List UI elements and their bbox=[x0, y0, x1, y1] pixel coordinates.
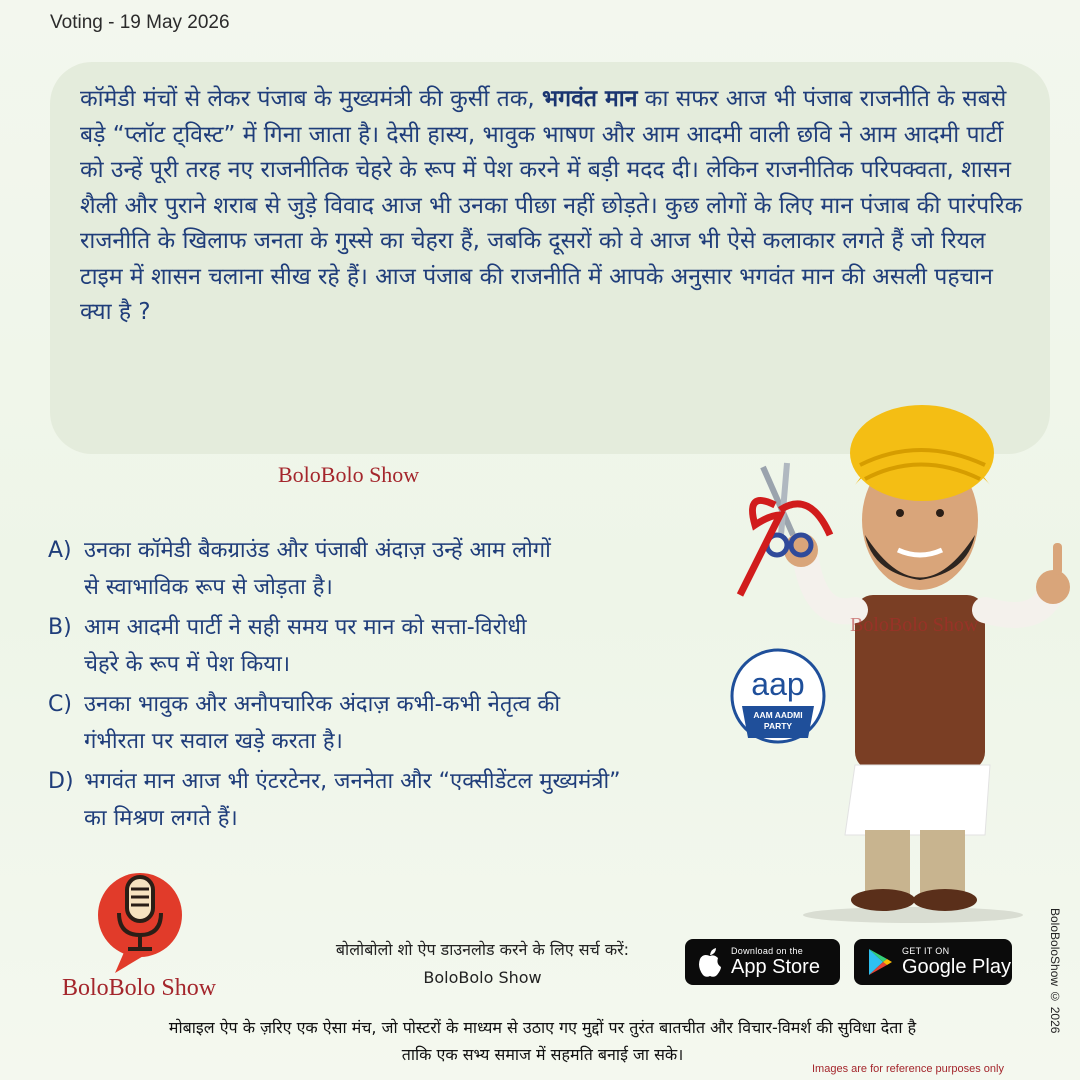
option-line2: चेहरे के रूप में पेश किया। bbox=[84, 652, 291, 677]
app-store-big: App Store bbox=[731, 956, 820, 978]
google-play-small: GET IT ON bbox=[902, 946, 950, 956]
footer-line2: ताकि एक सभ्य समाज में सहमति बनाई जा सके। bbox=[401, 1045, 684, 1064]
brand-logo-text: BoloBolo Show bbox=[62, 975, 217, 1001]
brand-watermark: BoloBolo Show bbox=[850, 614, 979, 636]
app-store-button[interactable] bbox=[685, 939, 840, 985]
option-line1: उनका कॉमेडी बैकग्राउंड और पंजाबी अंदाज़ उन्हें आम लोगों bbox=[84, 538, 551, 563]
download-hint bbox=[290, 936, 675, 992]
option-letter: A) bbox=[48, 538, 72, 563]
footer-text bbox=[50, 1014, 1035, 1068]
aap-logo-text: aap bbox=[751, 666, 805, 702]
option-letter: B) bbox=[48, 615, 72, 640]
disclaimer: Images are for reference purposes only bbox=[812, 1063, 1004, 1075]
google-play-button[interactable] bbox=[854, 939, 1012, 985]
option-letter: C) bbox=[48, 692, 72, 717]
question-part1: कॉमेडी मंचों से लेकर पंजाब के मुख्यमंत्री की कुर्सी तक, bbox=[80, 86, 542, 112]
options-list bbox=[48, 532, 788, 840]
brand-label: BoloBolo Show bbox=[278, 462, 420, 487]
download-app-name: BoloBolo Show bbox=[423, 968, 542, 987]
question-text bbox=[80, 82, 1026, 331]
app-store-small: Download on the bbox=[731, 946, 804, 956]
option-line1: भगवंत मान आज भी एंटरटेनर, जननेता और “एक्सीडेंटल मुख्यमंत्री” bbox=[84, 769, 621, 794]
aap-logo-line2: PARTY bbox=[763, 721, 793, 731]
option-a[interactable] bbox=[48, 532, 788, 606]
google-play-big: Google Play bbox=[902, 956, 1011, 978]
option-d[interactable] bbox=[48, 763, 788, 837]
option-line2: का मिश्रण लगते हैं। bbox=[84, 806, 238, 831]
question-part2: का सफर आज भी पंजाब राजनीति के सबसे बड़े “प्लॉट ट्विस्ट” में गिना जाता है। देसी हास्य, भावुक भाषण और आम आदमी वाली छवि ने आम आदमी पार्टी को उन्हें पूरी तरह नए राजनीतिक चेहरे के रूप में पेश करने में बड़ी मदद दी। लेकिन राजनीतिक परिपक्वता, शासन शैली और पुराने शराब से जुड़े विवाद आज भी उनका पीछा नहीं छोड़ते। कुछ लोगों के लिए मान पंजाब की पारंपरिक राजनीति के खिलाफ जनता के गुस्से का चेहरा हैं, जबकि दूसरों को वे आज भी ऐसे कलाकार लगते हैं जो रियल टाइम में शासन चलाना सीख रहे हैं। आज पंजाब की राजनीति में आपके अनुसार भगवंत मान की असली पहचान क्या है ? bbox=[80, 86, 1023, 325]
download-hint-text: बोलोबोलो शो ऐप डाउनलोड करने के लिए सर्च करें: bbox=[335, 940, 630, 959]
microphone-icon bbox=[95, 865, 185, 975]
option-line2: गंभीरता पर सवाल खड़े करता है। bbox=[84, 729, 343, 754]
aap-logo-line1: AAM AADMI bbox=[753, 710, 803, 720]
google-play-icon bbox=[866, 947, 894, 977]
copyright: BoloBoloShow © 2026 bbox=[1048, 908, 1062, 1034]
question-name-bold: भगवंत मान bbox=[542, 86, 638, 112]
option-line1: उनका भावुक और अनौपचारिक अंदाज़ कभी-कभी नेतृत्व की bbox=[84, 692, 561, 717]
option-letter: D) bbox=[48, 769, 74, 794]
aap-logo bbox=[730, 648, 826, 744]
voting-date: Voting - 19 May 2026 bbox=[50, 12, 230, 33]
footer-line1: मोबाइल ऐप के ज़रिए एक ऐसा मंच, जो पोस्टरों के माध्यम से उठाए गए मुद्दों पर तुरंत बातचीत और विचार-विमर्श की सुविधा देता है bbox=[168, 1018, 917, 1037]
option-line1: आम आदमी पार्टी ने सही समय पर मान को सत्ता-विरोधी bbox=[84, 615, 527, 640]
option-b[interactable] bbox=[48, 609, 788, 683]
option-c[interactable] bbox=[48, 686, 788, 760]
apple-icon bbox=[697, 947, 723, 977]
option-line2: से स्वाभाविक रूप से जोड़ता है। bbox=[84, 575, 333, 600]
